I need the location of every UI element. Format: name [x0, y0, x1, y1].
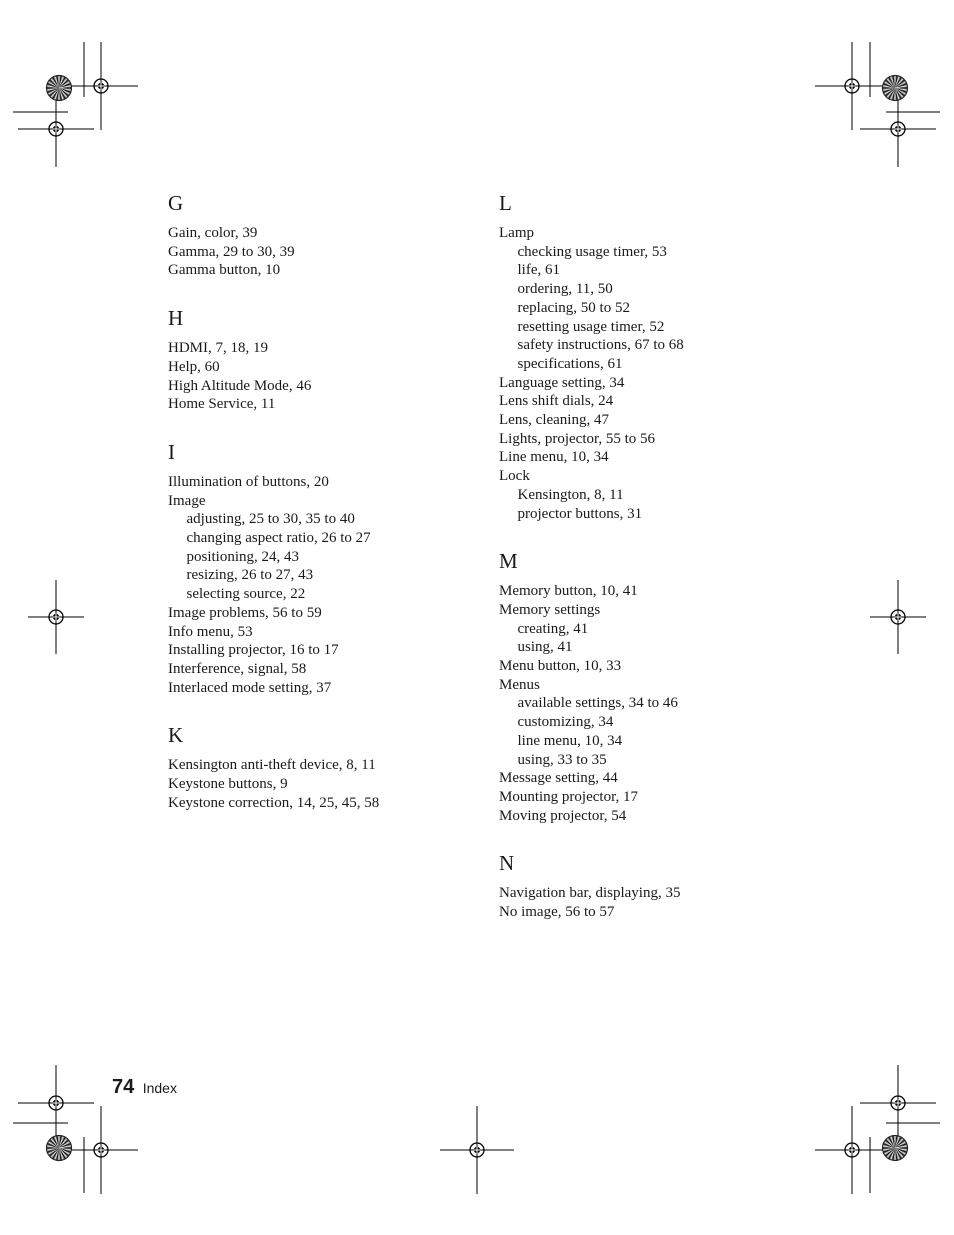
index-entry: HDMI, 7, 18, 19: [168, 340, 268, 357]
index-entry: Navigation bar, displaying, 35: [499, 885, 681, 902]
index-subentry: ordering, 11, 50: [517, 281, 613, 298]
index-subentry: selecting source, 22: [186, 586, 306, 603]
registration-mark: [870, 580, 926, 654]
registration-mark: [860, 1065, 936, 1141]
registration-mark: [18, 91, 94, 167]
index-entry: Message setting, 44: [499, 770, 618, 787]
index-subentry: safety instructions, 67 to 68: [517, 337, 684, 354]
section-letter: N: [499, 851, 515, 876]
section-letter: M: [499, 549, 518, 574]
registration-mark: [860, 91, 936, 167]
registration-mark: [28, 580, 84, 654]
color-target-mark: [883, 76, 908, 101]
index-entry: Lens, cleaning, 47: [499, 412, 609, 429]
index-entry: Kensington anti-theft device, 8, 11: [168, 757, 376, 774]
index-entry: Interlaced mode setting, 37: [168, 679, 332, 696]
index-subentry: Kensington, 8, 11: [517, 486, 624, 503]
index-entry: Line menu, 10, 34: [499, 449, 609, 466]
index-entry: Lens shift dials, 24: [499, 393, 614, 410]
color-target-mark: [47, 76, 72, 101]
section-letter: I: [168, 439, 175, 464]
index-entry: Menu button, 10, 33: [499, 658, 622, 675]
index-entry: Mounting projector, 17: [499, 788, 638, 805]
registration-mark: [815, 42, 889, 130]
registration-mark: [18, 1065, 94, 1141]
section-letter: H: [168, 306, 184, 331]
index-entry: Memory button, 10, 41: [499, 583, 638, 600]
index-entry: Illumination of buttons, 20: [168, 473, 329, 490]
index-entry: Home Service, 11: [168, 396, 276, 413]
section-letter: L: [499, 191, 512, 215]
page-footer: [112, 1076, 177, 1099]
index-entry: Image problems, 56 to 59: [168, 604, 322, 621]
index-section-i: [168, 437, 468, 697]
registration-mark: [64, 1106, 138, 1194]
color-target-mark: [47, 1136, 72, 1161]
index-entry: Moving projector, 54: [499, 807, 627, 824]
index-entry: Installing projector, 16 to 17: [168, 642, 339, 659]
index-subentry: life, 61: [517, 262, 560, 279]
index-section-k: [168, 720, 468, 812]
index-section-h: [168, 303, 468, 414]
index-subentry: replacing, 50 to 52: [517, 299, 630, 316]
index-subentry: using, 41: [517, 639, 573, 656]
index-entry: Image: [168, 492, 206, 509]
registration-mark: [440, 1106, 514, 1194]
index-section-n: [499, 848, 799, 921]
index-subentry: positioning, 24, 43: [186, 548, 300, 565]
index-entry: Info menu, 53: [168, 623, 253, 640]
index-column-right: [499, 188, 799, 945]
index-entry: Help, 60: [168, 358, 220, 375]
index-section-l: [499, 188, 799, 523]
index-subentry: specifications, 61: [517, 355, 623, 372]
index-subentry: creating, 41: [517, 620, 589, 637]
index-entry: Lamp: [499, 225, 534, 241]
index-subentry: customizing, 34: [517, 714, 614, 731]
section-letter: K: [168, 723, 184, 748]
footer-label: Index: [142, 1080, 177, 1096]
index-entry: Gamma, 29 to 30, 39: [168, 243, 295, 260]
index-subentry: changing aspect ratio, 26 to 27: [186, 530, 371, 547]
index-subentry: using, 33 to 35: [517, 751, 607, 768]
page-number: 74: [112, 1076, 135, 1098]
registration-mark: [815, 1106, 889, 1194]
index-entry: Gamma button, 10: [168, 262, 281, 279]
index-column-left: [168, 188, 468, 835]
index-entry: Lock: [499, 468, 530, 485]
color-target-mark: [883, 1136, 908, 1161]
index-section-m: [499, 546, 799, 825]
index-entry: Interference, signal, 58: [168, 660, 307, 677]
index-entry: Memory settings: [499, 601, 601, 618]
index-subentry: checking usage timer, 53: [517, 243, 667, 260]
section-letter: G: [168, 191, 184, 215]
registration-mark: [64, 42, 138, 130]
index-subentry: adjusting, 25 to 30, 35 to 40: [186, 511, 355, 528]
index-entry: No image, 56 to 57: [499, 904, 615, 921]
index-entry: Language setting, 34: [499, 374, 625, 391]
index-subentry: resizing, 26 to 27, 43: [186, 567, 314, 584]
index-subentry: projector buttons, 31: [517, 505, 643, 522]
index-entry: High Altitude Mode, 46: [168, 377, 312, 394]
index-section-g: [168, 188, 468, 280]
index-entry: Keystone buttons, 9: [168, 776, 288, 793]
index-entry: Gain, color, 39: [168, 225, 258, 241]
index-entry: Lights, projector, 55 to 56: [499, 430, 656, 447]
index-subentry: line menu, 10, 34: [517, 732, 623, 749]
index-entry: Menus: [499, 676, 540, 693]
index-subentry: resetting usage timer, 52: [517, 318, 665, 335]
index-subentry: available settings, 34 to 46: [517, 695, 678, 712]
index-entry: Keystone correction, 14, 25, 45, 58: [168, 794, 380, 811]
